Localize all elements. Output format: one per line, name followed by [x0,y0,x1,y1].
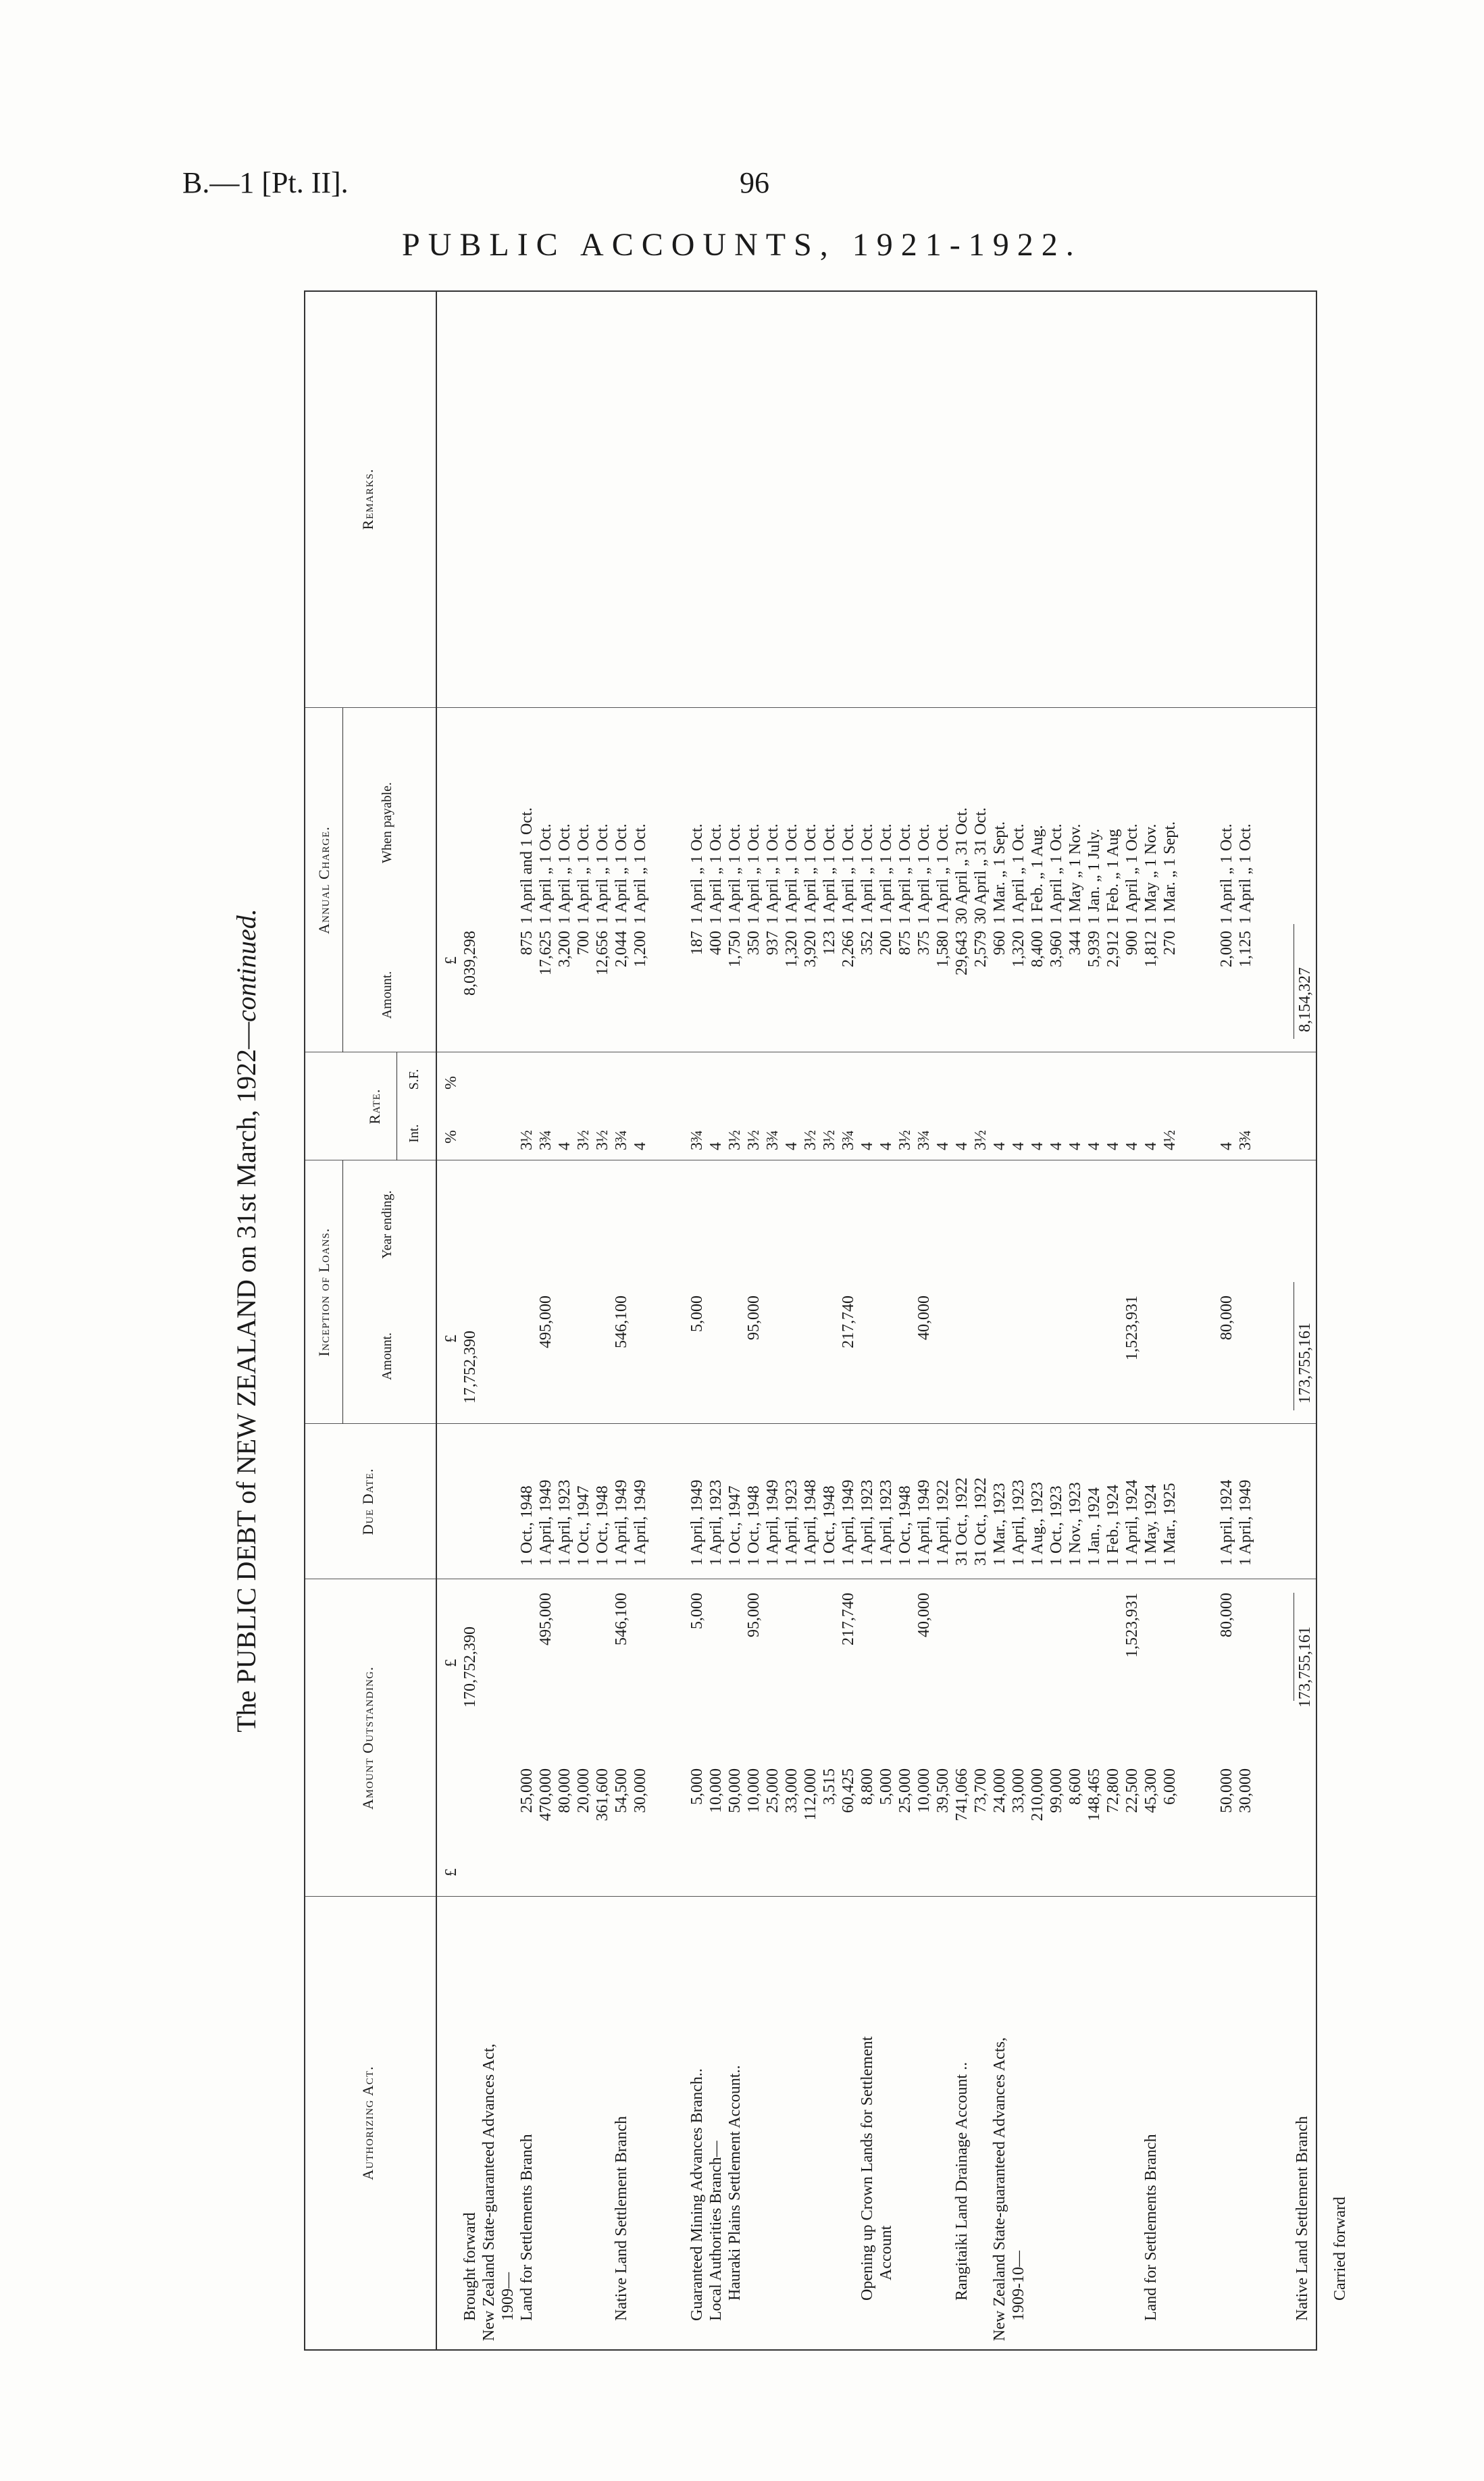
outstanding-value: 8,600 [1067,1768,1084,1805]
annual-amount-value: 875 [518,931,536,955]
header-rate-int: Int. [407,1124,421,1143]
rate-int-value: 4½ [1161,1130,1179,1150]
col-remarks [305,290,436,708]
due-date-value: 1 May, 1924 [1142,1484,1160,1566]
rate-int-value: 3¾ [537,1130,555,1150]
rate-int-value: 3½ [594,1130,611,1150]
annual-amount-value: 29,643 [953,931,971,975]
act-label: Land for Settlements Branch [518,2134,536,2321]
outstanding-group-total: 80,000 [1218,1593,1235,1637]
outstanding-pound-sign: £ [442,1868,460,1876]
outstanding-value: 10,000 [915,1768,933,1813]
due-date-value: 1 Oct., 1947 [575,1485,592,1566]
rate-int-value: 3¾ [1237,1130,1254,1150]
rate-int-value: 3½ [745,1130,763,1150]
annual-amount-value: 375 [915,931,933,955]
outstanding-value: 148,465 [1085,1768,1103,1821]
carried-forward-outstanding: 173,755,161 [1296,1627,1314,1708]
inception-rule [342,1160,343,1424]
annual-amount-value: 270 [1161,931,1179,955]
due-date-value: 1 April, 1923 [556,1479,573,1566]
due-date-value: 1 April, 1948 [802,1479,819,1566]
act-label: New Zealand State-guaranteed Advances Act, [480,2043,498,2341]
rate-int-value: 4 [1104,1142,1122,1150]
annual-amount-value: 2,579 [972,931,990,967]
inception-group-total: 1,523,931 [1123,1296,1141,1360]
rate-sf-percent: % [442,1076,460,1090]
when-payable-value: 1 April „ 1 Oct. [537,823,555,924]
outstanding-value: 112,000 [802,1768,819,1821]
header-annual-amount: Amount. [380,971,394,1019]
outstanding-value: 3,515 [821,1768,838,1805]
rate-int-value: 4 [632,1142,649,1150]
rate-int-value: 4 [1048,1142,1065,1150]
annual-amount-value: 2,912 [1104,931,1122,967]
rate-int-value: 4 [1010,1142,1027,1150]
when-payable-value: 1 April „ 1 Oct. [613,823,630,924]
table-title [226,290,267,2351]
when-payable-value: 1 April „ 1 Oct. [1218,823,1235,924]
outstanding-value: 30,000 [632,1768,649,1813]
outstanding-value: 45,300 [1142,1768,1160,1813]
due-date-value: 31 Oct., 1922 [953,1477,971,1566]
inception-group-total: 217,740 [840,1296,857,1348]
due-date-value: 1 April, 1923 [707,1479,725,1566]
due-date-value: 1 Oct., 1948 [896,1485,914,1566]
outstanding-value: 54,500 [613,1768,630,1813]
outstanding-value: 5,000 [877,1768,895,1805]
when-payable-value: 1 April „ 1 Oct. [915,823,933,924]
header-authorizing-act: Authorizing Act. [359,2066,376,2180]
inception-group-total: 495,000 [537,1296,555,1348]
annual-amount-value: 400 [707,931,725,955]
rate-int-value: 3¾ [613,1130,630,1150]
outstanding-value: 22,500 [1123,1768,1141,1813]
due-date-value: 1 April, 1923 [859,1479,876,1566]
rate-int-value: 3½ [802,1130,819,1150]
rate-int-value: 4 [877,1142,895,1150]
due-date-value: 1 Oct., 1947 [726,1485,744,1566]
due-date-value: 31 Oct., 1922 [972,1477,990,1566]
when-payable-value: 1 April „ 1 Oct. [1237,823,1254,924]
due-date-value: 1 April, 1949 [840,1479,857,1566]
when-payable-value: 1 April „ 1 Oct. [707,823,725,924]
outstanding-group-total: 95,000 [745,1593,763,1637]
outstanding-value: 39,500 [934,1768,952,1813]
col-rate [305,1052,436,1160]
rate-int-value: 4 [934,1142,952,1150]
rate-int-value: 3½ [896,1130,914,1150]
public-debt-table [304,290,1349,2351]
outstanding-group-total: 1,523,931 [1123,1593,1141,1658]
rate-int-value: 3½ [821,1130,838,1150]
when-payable-value: 1 April „ 1 Oct. [802,823,819,924]
inception-pound-sign: £ [442,1335,460,1343]
annual-amount-value: 1,320 [783,931,800,967]
table-header-row [305,292,437,2349]
annual-rule [342,708,343,1052]
outstanding-group-total: 40,000 [915,1593,933,1637]
outstanding-value: 99,000 [1048,1768,1065,1813]
rate-int-value: 3½ [575,1130,592,1150]
outstanding-value: 470,000 [537,1768,555,1821]
inception-group-total: 95,000 [745,1296,763,1340]
rate-int-value: 4 [1123,1142,1141,1150]
when-payable-value: 1 April „ 1 Oct. [632,823,649,924]
due-date-value: 1 April, 1949 [613,1479,630,1566]
act-label: Guaranteed Mining Advances Branch.. [688,2068,706,2321]
when-payable-value: 1 April „ 1 Oct. [764,823,782,924]
header-inception: Inception of Loans. [315,1227,332,1357]
inception-group-total: 5,000 [688,1296,706,1332]
when-payable-value: 30 April „ 31 Oct. [953,807,971,924]
annual-amount-value: 937 [764,931,782,955]
outstanding-value: 50,000 [726,1768,744,1813]
when-payable-value: 1 April „ 1 Oct. [859,823,876,924]
when-payable-value: 1 April „ 1 Oct. [556,823,573,924]
outstanding-value: 210,000 [1029,1768,1046,1821]
due-date-value: 1 Mar., 1923 [991,1483,1008,1566]
annual-amount-value: 1,580 [934,931,952,967]
when-payable-value: 1 Mar. „ 1 Sept. [1161,821,1179,924]
rate-int-value: 4 [859,1142,876,1150]
outstanding-value: 60,425 [840,1768,857,1813]
header-inception-year: Year ending. [380,1190,394,1259]
rate-int-value: 4 [991,1142,1008,1150]
annual-amount-value: 2,044 [613,931,630,967]
header-amount-outstanding: Amount Outstanding. [359,1666,376,1810]
inception-group-total: 40,000 [915,1296,933,1340]
outstanding-group-total: 5,000 [688,1593,706,1629]
when-payable-value: 1 April „ 1 Oct. [934,823,952,924]
outstanding-value: 25,000 [518,1768,536,1813]
due-date-value: 1 Nov., 1923 [1067,1482,1084,1566]
when-payable-value: 1 Feb. „ 1 Aug. [1029,825,1046,924]
col-amount-outstanding [305,1579,436,1897]
annual-amount-value: 3,920 [802,931,819,967]
annual-amount-value: 700 [575,931,592,955]
outstanding-value: 5,000 [688,1768,706,1805]
act-label: 1909— [499,2272,517,2321]
annual-amount-value: 5,939 [1085,931,1103,967]
due-date-value: 1 Oct., 1948 [745,1485,763,1566]
rate-int-value: 4 [1085,1142,1103,1150]
rate-int-value: 4 [1067,1142,1084,1150]
rate-int-value: 3¾ [688,1130,706,1150]
annual-amount-value: 1,812 [1142,931,1160,967]
when-payable-value: 1 April „ 1 Oct. [745,823,763,924]
outstanding-value: 24,000 [991,1768,1008,1813]
due-date-value: 1 April, 1949 [764,1479,782,1566]
annual-amount-value: 12,656 [594,931,611,975]
rate-int-value: 3¾ [764,1130,782,1150]
when-payable-value: 1 April „ 1 Oct. [1123,823,1141,924]
act-label: New Zealand State-guaranteed Advances Acts, [991,2037,1008,2341]
due-date-value: 1 April, 1924 [1218,1479,1235,1566]
rate-int-value: 4 [707,1142,725,1150]
header-rate-sf: S.F. [407,1069,421,1090]
outstanding-group-total: 546,100 [613,1593,630,1645]
when-payable-value: 1 April „ 1 Oct. [688,823,706,924]
annual-amount-value: 200 [877,931,895,955]
act-label: Native Land Settlement Branch [1294,2116,1311,2321]
outstanding-value: 10,000 [707,1768,725,1813]
annual-amount-value: 2,000 [1218,931,1235,967]
when-payable-value: 1 April and 1 Oct. [518,807,536,924]
rate-int-value: 3½ [726,1130,744,1150]
outstanding-value: 8,800 [859,1768,876,1805]
rate-int-value: 3¾ [840,1130,857,1150]
outstanding-value: 72,800 [1104,1768,1122,1813]
rate-int-percent: % [442,1130,460,1144]
body-col-line [437,1160,1316,1424]
when-payable-value: 1 Feb. „ 1 Aug [1104,829,1122,924]
annual-amount-value: 2,266 [840,931,857,967]
outstanding-value: 361,600 [594,1768,611,1821]
act-label: Rangitaiki Land Drainage Account .. [953,2062,971,2301]
when-payable-value: 30 April „ 31 Oct. [972,807,990,924]
when-payable-value: 1 April „ 1 Oct. [726,823,744,924]
due-date-value: 1 Oct., 1948 [594,1485,611,1566]
when-payable-value: 1 May „ 1 Nov. [1142,823,1160,924]
annual-amount-value: 875 [896,931,914,955]
col-annual-charge [305,707,436,1052]
due-date-value: 1 Oct., 1948 [518,1485,536,1566]
due-date-value: 1 April, 1949 [632,1479,649,1566]
when-payable-value: 1 April „ 1 Oct. [877,823,895,924]
outstanding-value: 6,000 [1161,1768,1179,1805]
col-due-date [305,1423,436,1579]
when-payable-value: 1 April „ 1 Oct. [1010,823,1027,924]
page-reference: B.—1 [Pt. II]. [182,166,349,199]
header-when-payable: When payable. [380,782,394,863]
rotated-table-container [226,290,1349,2351]
annual-amount-value: 1,125 [1237,931,1254,967]
when-payable-value: 1 April „ 1 Oct. [575,823,592,924]
annual-amount-value: 17,625 [537,931,555,975]
outstanding-group-total: 217,740 [840,1593,857,1645]
annual-amount-value: 352 [859,931,876,955]
annual-amount-value: 123 [821,931,838,955]
annual-amount-value: 350 [745,931,763,955]
when-payable-value: 1 April „ 1 Oct. [594,823,611,924]
outstanding-group-total: 495,000 [537,1593,555,1645]
act-label: Native Land Settlement Branch [613,2116,630,2321]
due-date-value: 1 April, 1924 [1123,1479,1141,1566]
annual-amount-value: 8,039,298 [461,931,479,996]
carried-forward-annual: 8,154,327 [1296,967,1314,1032]
table-body [437,292,1349,2349]
act-label: Carried forward [1331,2197,1349,2301]
rate-int-value: 4 [783,1142,800,1150]
annual-amount-value: 960 [991,931,1008,955]
act-label: Brought forward [461,2212,479,2321]
due-date-value: 1 April, 1949 [1237,1479,1254,1566]
due-date-value: 1 April, 1949 [537,1479,555,1566]
due-date-value: 1 Oct., 1948 [821,1485,838,1566]
due-date-value: 1 April, 1949 [915,1479,933,1566]
page-title: PUBLIC ACCOUNTS, 1921-1922. [402,227,1082,263]
rate-int-value: 4 [556,1142,573,1150]
annual-amount-value: 3,960 [1048,931,1065,967]
when-payable-value: 1 May „ 1 Nov. [1067,823,1084,924]
rate-int-value: 4 [1029,1142,1046,1150]
outstanding-value: 33,000 [783,1768,800,1813]
header-rate: Rate. [366,1088,383,1125]
outstanding-value: 25,000 [764,1768,782,1813]
annual-amount-value: 1,200 [632,931,649,967]
outstanding-value: 25,000 [896,1768,914,1813]
outstanding-total-pound-sign: £ [442,1659,460,1667]
annual-amount-value: 900 [1123,931,1141,955]
annual-amount-value: 3,200 [556,931,573,967]
outstanding-value: 20,000 [575,1768,592,1813]
table-title-main: The PUBLIC DEBT of NEW ZEALAND on 31st March, 1922— [231,1022,261,1733]
brought-forward-inception: 17,752,390 [461,1331,479,1404]
when-payable-value: 1 April „ 1 Oct. [1048,823,1065,924]
annual-amount-value: 1,320 [1010,931,1027,967]
col-inception [305,1160,436,1424]
act-label: Account [877,2225,895,2280]
rate-int-value: 3½ [518,1130,536,1150]
inception-group-total: 80,000 [1218,1296,1235,1340]
outstanding-value: 741,066 [953,1768,971,1821]
annual-amount-value: 344 [1067,931,1084,955]
when-payable-value: 1 Jan. „ 1 July. [1085,828,1103,924]
due-date-value: 1 April, 1923 [877,1479,895,1566]
header-inception-amount: Amount. [380,1332,394,1381]
rate-int-value: 3¾ [915,1130,933,1150]
when-payable-value: 1 April „ 1 Oct. [896,823,914,924]
annual-amount-value: 1,750 [726,931,744,967]
outstanding-value: 50,000 [1218,1768,1235,1813]
carried-forward-inception: 173,755,161 [1296,1323,1314,1404]
due-date-value: 1 April, 1949 [688,1479,706,1566]
outstanding-value: 33,000 [1010,1768,1027,1813]
when-payable-value: 1 April „ 1 Oct. [840,823,857,924]
brought-forward-outstanding: 170,752,390 [461,1627,479,1708]
outstanding-value: 10,000 [745,1768,763,1813]
due-date-value: 1 Mar., 1925 [1161,1483,1179,1566]
annual-pound-sign: £ [442,956,460,965]
due-date-value: 1 Jan., 1924 [1085,1487,1103,1566]
act-label: 1909-10— [1010,2251,1027,2321]
rate-int-value: 3½ [972,1130,990,1150]
outstanding-value: 73,700 [972,1768,990,1813]
header-due-date: Due Date. [359,1468,376,1535]
act-label: Opening up Crown Lands for Settlement [859,2036,876,2301]
rate-rule [396,1052,397,1160]
header-remarks: Remarks. [359,468,376,530]
inception-group-total: 546,100 [613,1296,630,1348]
when-payable-value: 1 Mar. „ 1 Sept. [991,821,1008,924]
due-date-value: 1 Oct., 1923 [1048,1485,1065,1566]
outstanding-value: 30,000 [1237,1768,1254,1813]
due-date-value: 1 April, 1923 [783,1479,800,1566]
when-payable-value: 1 April „ 1 Oct. [821,823,838,924]
header-annual-charge: Annual Charge. [315,826,332,934]
due-date-value: 1 April, 1923 [1010,1479,1027,1566]
col-authorizing-act [305,1896,436,2349]
annual-amount-value: 8,400 [1029,931,1046,967]
page-number: 96 [740,166,769,199]
table-title-continued: continued. [231,909,261,1022]
outstanding-value: 80,000 [556,1768,573,1813]
rate-int-value: 4 [1218,1142,1235,1150]
annual-amount-value: 187 [688,931,706,955]
due-date-value: 1 April, 1922 [934,1479,952,1566]
act-label: Land for Settlements Branch [1142,2134,1160,2321]
when-payable-value: 1 April „ 1 Oct. [783,823,800,924]
due-date-value: 1 Feb., 1924 [1104,1485,1122,1566]
due-date-value: 1 Aug., 1923 [1029,1481,1046,1566]
rate-int-value: 4 [1142,1142,1160,1150]
rate-int-value: 4 [953,1142,971,1150]
act-label: Hauraki Plains Settlement Account.. [726,2065,744,2301]
act-label: Local Authorities Branch— [707,2141,725,2321]
